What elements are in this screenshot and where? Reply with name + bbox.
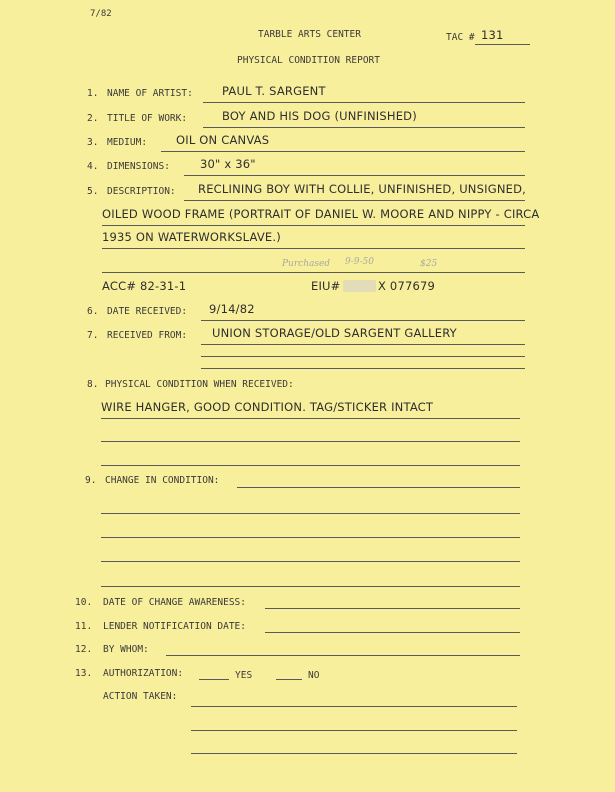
- dimensions-label: DIMENSIONS:: [107, 161, 170, 172]
- medium-line: [161, 151, 525, 152]
- eiu-value: X 077679: [378, 279, 436, 293]
- description-label: DESCRIPTION:: [107, 186, 176, 197]
- field-num-7: 7.: [87, 330, 99, 341]
- field-num-9: 9.: [85, 475, 97, 486]
- description-rule-3: [102, 248, 525, 249]
- received-from-label: RECEIVED FROM:: [107, 330, 188, 341]
- change-date-line: [265, 608, 520, 609]
- field-num-10: 10.: [75, 597, 93, 608]
- field-num-3: 3.: [87, 137, 99, 148]
- artist-line: [203, 102, 525, 103]
- physical-line-2: [101, 441, 520, 442]
- description-line-3[interactable]: 1935 ON WATERWORKSLAVE.): [102, 230, 281, 244]
- physical-line-3: [101, 465, 520, 466]
- medium-label: MEDIUM:: [107, 137, 148, 148]
- authorization-label: AUTHORIZATION:: [103, 668, 184, 679]
- description-line-2[interactable]: OILED WOOD FRAME (PORTRAIT OF DANIEL W. MOORE AND NIPPY - CIRCA: [102, 207, 540, 221]
- field-num-2: 2.: [87, 113, 99, 124]
- received-from-line-2: [201, 356, 525, 357]
- eiu-label: EIU#: [311, 279, 341, 293]
- description-rule-4: [102, 272, 525, 273]
- field-num-4: 4.: [87, 161, 99, 172]
- by-whom-line: [166, 655, 520, 656]
- artist-label: NAME OF ARTIST:: [107, 88, 193, 99]
- artist-value[interactable]: PAUL T. SARGENT: [222, 84, 326, 98]
- action-line-3: [191, 753, 517, 754]
- field-num-8: 8.: [87, 379, 99, 390]
- dimensions-line: [184, 175, 525, 176]
- action-line-2: [191, 730, 517, 731]
- change-line-2: [101, 513, 520, 514]
- pencil-date: 9-9-50: [345, 257, 374, 267]
- org-name: TARBLE ARTS CENTER: [258, 29, 361, 40]
- field-num-12: 12.: [75, 644, 93, 655]
- field-num-1: 1.: [87, 88, 99, 99]
- physical-condition-label: PHYSICAL CONDITION WHEN RECEIVED:: [105, 379, 294, 390]
- change-condition-label: CHANGE IN CONDITION:: [105, 475, 220, 486]
- lender-notification-label: LENDER NOTIFICATION DATE:: [103, 621, 246, 632]
- title-work-label: TITLE OF WORK:: [107, 113, 188, 124]
- pencil-price: $25: [420, 259, 438, 269]
- field-num-13: 13.: [75, 668, 93, 679]
- date-received-value[interactable]: 9/14/82: [209, 302, 255, 316]
- medium-value[interactable]: OIL ON CANVAS: [176, 133, 270, 147]
- form-date-code: 7/82: [90, 9, 112, 19]
- acc-number: ACC# 82-31-1: [102, 279, 187, 293]
- form-title: PHYSICAL CONDITION REPORT: [237, 55, 380, 66]
- field-num-5: 5.: [87, 186, 99, 197]
- dimensions-value[interactable]: 30" x 36": [200, 157, 256, 171]
- by-whom-label: BY WHOM:: [103, 644, 149, 655]
- received-from-line-1: [201, 344, 525, 345]
- description-line-1[interactable]: RECLINING BOY WITH COLLIE, UNFINISHED, UNSIGNED,: [198, 182, 526, 196]
- authorization-no: NO: [308, 670, 320, 681]
- lender-notification-line: [265, 632, 520, 633]
- tac-label: TAC #: [446, 32, 475, 43]
- change-line-3: [101, 537, 520, 538]
- action-taken-label: ACTION TAKEN:: [103, 691, 178, 702]
- physical-condition-value[interactable]: WIRE HANGER, GOOD CONDITION. TAG/STICKER INTACT: [101, 400, 434, 414]
- authorization-yes: YES: [235, 670, 253, 681]
- tac-number[interactable]: 131: [481, 28, 504, 42]
- tac-line: [475, 44, 530, 45]
- received-from-value[interactable]: UNION STORAGE/OLD SARGENT GALLERY: [212, 326, 457, 340]
- date-received-line: [201, 320, 525, 321]
- description-rule-2: [102, 225, 525, 226]
- field-num-6: 6.: [87, 306, 99, 317]
- title-work-value[interactable]: BOY AND HIS DOG (UNFINISHED): [222, 109, 417, 123]
- authorization-yes-blank[interactable]: [199, 679, 229, 680]
- redaction-mark: [343, 280, 376, 292]
- change-line-4: [101, 561, 520, 562]
- change-date-label: DATE OF CHANGE AWARENESS:: [103, 597, 246, 608]
- title-work-line: [203, 127, 525, 128]
- pencil-purchased: Purchased: [282, 259, 331, 269]
- authorization-no-blank[interactable]: [276, 679, 302, 680]
- change-line-5: [101, 586, 520, 587]
- change-line-1: [237, 487, 520, 488]
- field-num-11: 11.: [75, 621, 93, 632]
- physical-line-1: [101, 418, 520, 419]
- received-from-line-3: [201, 368, 525, 369]
- action-line-1: [191, 706, 517, 707]
- description-rule-1: [184, 200, 525, 201]
- date-received-label: DATE RECEIVED:: [107, 306, 188, 317]
